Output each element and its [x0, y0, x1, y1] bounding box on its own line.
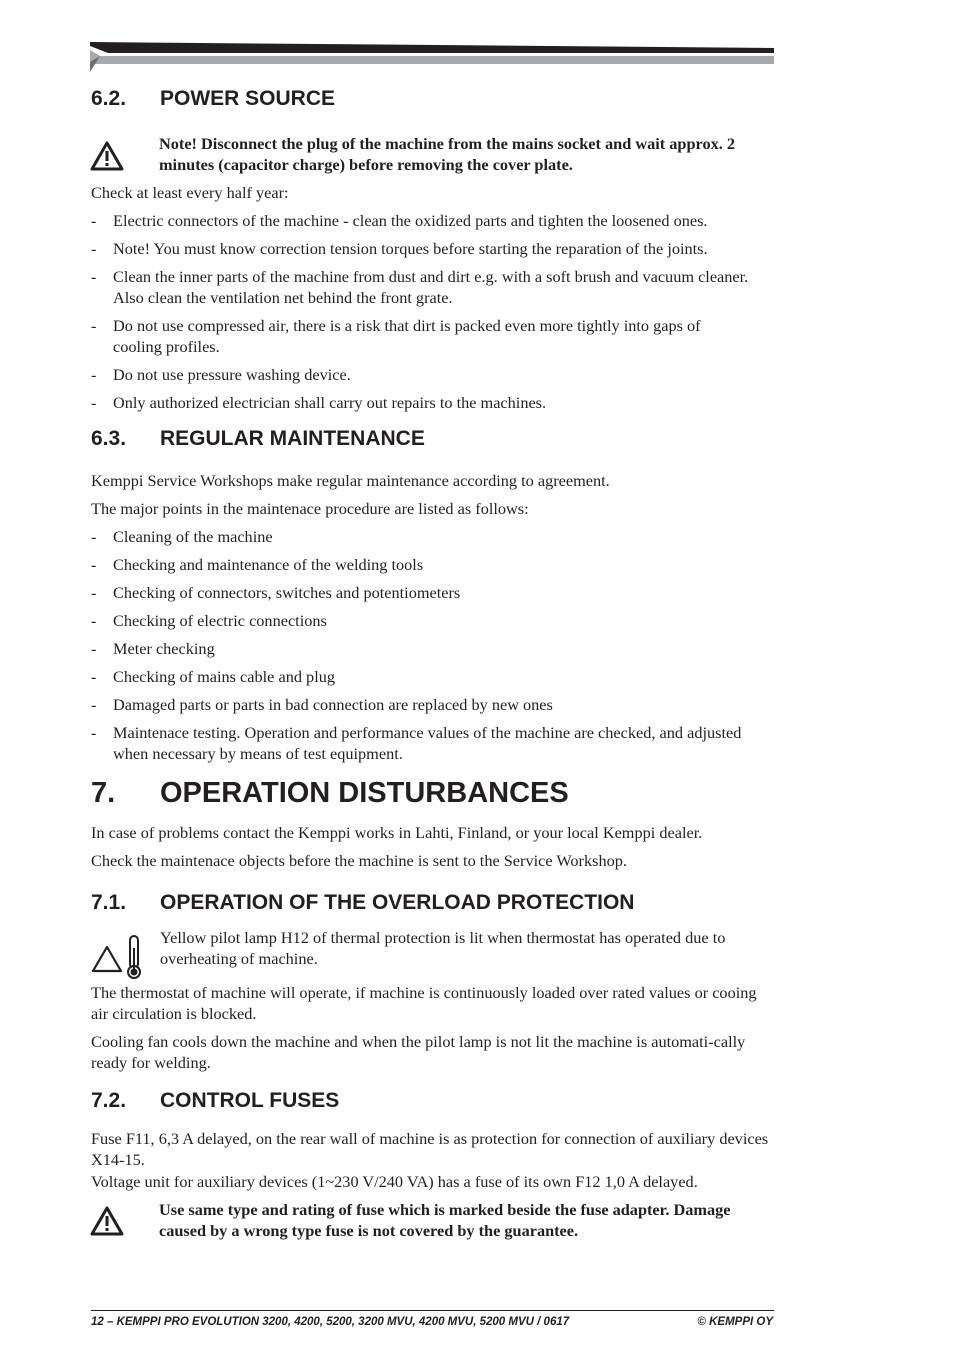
footer-left-text: 12 – KEMPPI PRO EVOLUTION 3200, 4200, 5200, 3200 MVU, 4200 MVU, 5200 MVU / 0617	[91, 1316, 570, 1328]
section-title: REGULAR MAINTENANCE	[160, 427, 425, 450]
section-title: OPERATION OF THE OVERLOAD PROTECTION	[160, 891, 635, 914]
warning-note-fuses: Use same type and rating of fuse which is marked beside the fuse adapter. Damage caused by a wrong type fuse is not covered by the guarantee.	[159, 1200, 731, 1240]
disturbances-para-2: Check the maintenace objects before the machine is sent to the Service Workshop.	[91, 851, 627, 870]
warning-triangle-icon	[90, 141, 124, 171]
maintenance-para-2: The major points in the maintenace procedure are listed as follows:	[91, 499, 529, 518]
chapter-number: 7.	[91, 777, 116, 809]
section-number: 7.1.	[91, 891, 127, 914]
overload-para-1: The thermostat of machine will operate, if machine is continuously loaded over rated values or cooing air circulation is blocked.	[91, 983, 757, 1023]
section-title: POWER SOURCE	[160, 87, 336, 110]
disturbances-para-1: In case of problems contact the Kemppi works in Lahti, Finland, or your local Kemppi dealer.	[91, 823, 703, 842]
header-decor-bar	[90, 42, 774, 72]
section-number: 6.3.	[91, 427, 127, 450]
section-number: 7.2.	[91, 1089, 127, 1112]
warning-note-power-source: Note! Disconnect the plug of the machine from the mains socket and wait approx. 2 minutes (capacitor charge) before removing the cover plate.	[159, 134, 736, 174]
maintenance-para-1: Kemppi Service Workshops make regular maintenance according to agreement.	[91, 471, 610, 490]
thermal-protection-note: Yellow pilot lamp H12 of thermal protection is lit when thermostat has operated due to overheating of machine.	[160, 928, 726, 968]
section-number: 6.2.	[91, 87, 127, 110]
section-title: CONTROL FUSES	[160, 1089, 340, 1112]
footer-rule	[91, 1310, 774, 1311]
chapter-title: OPERATION DISTURBANCES	[160, 777, 569, 809]
fuses-para-2: Voltage unit for auxiliary devices (1~230 V/240 VA) has a fuse of its own F12 1,0 A delayed.	[91, 1172, 698, 1191]
warning-triangle-icon	[90, 1206, 124, 1236]
fuses-para-1: Fuse F11, 6,3 A delayed, on the rear wall of machine is as protection for connection of auxiliary devices X14-15.	[91, 1129, 769, 1169]
overload-para-2: Cooling fan cools down the machine and when the pilot lamp is not lit the machine is automati-cally ready for welding.	[91, 1032, 746, 1072]
footer-right-text: © KEMPPI OY	[697, 1316, 773, 1328]
power-source-intro: Check at least every half year:	[91, 183, 289, 202]
thermal-warning-icon	[90, 934, 146, 980]
